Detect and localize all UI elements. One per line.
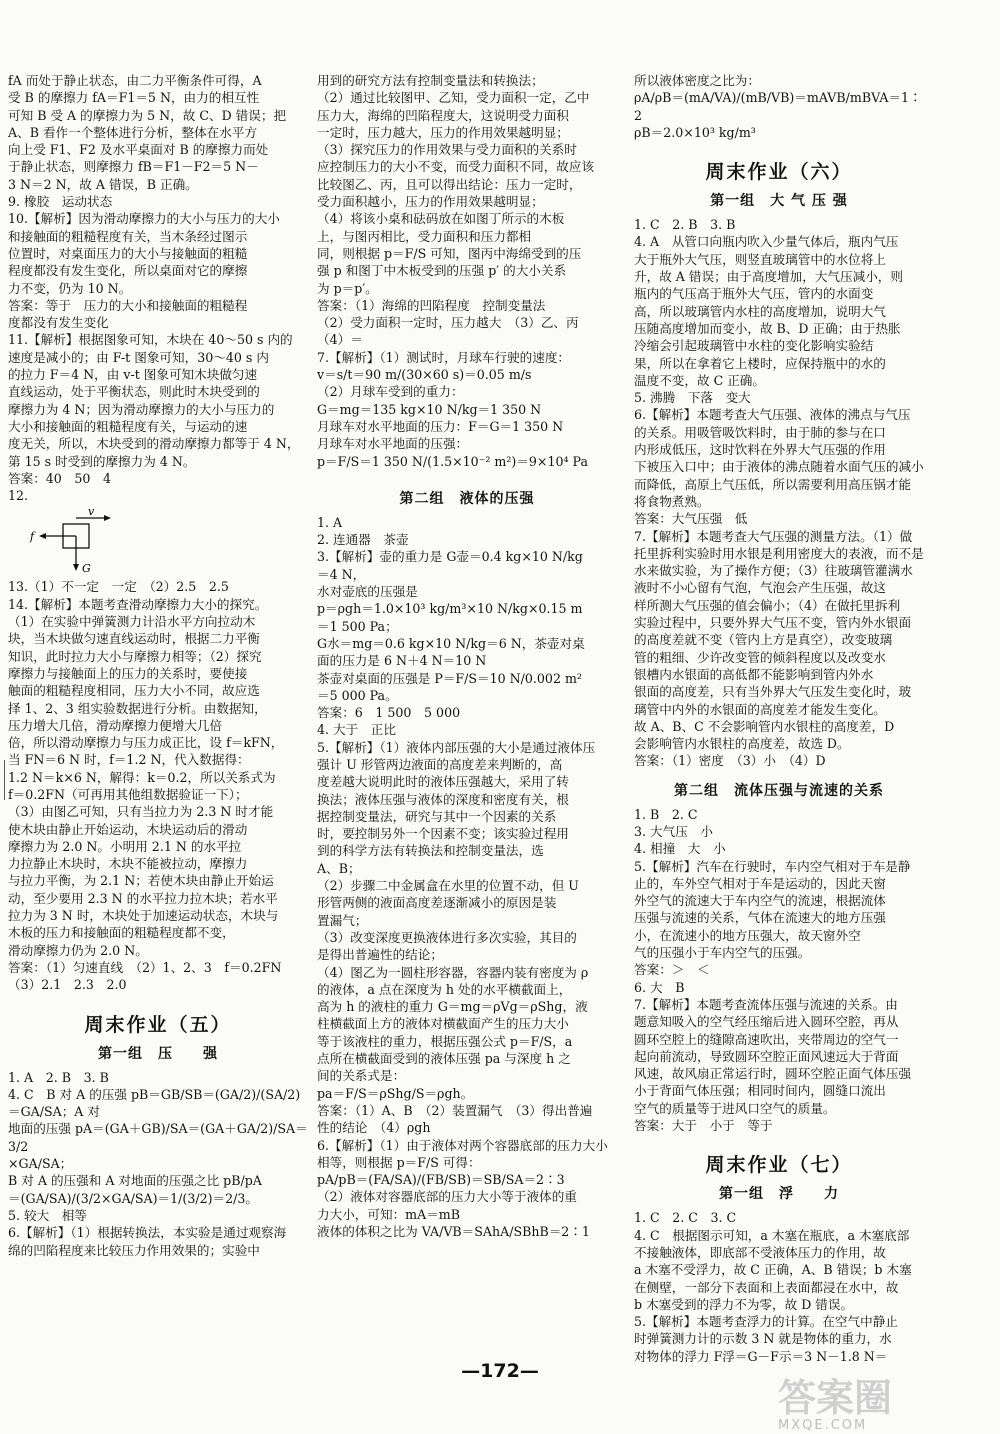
text-line: 璃管中内外的水银面的高度差才能发生变化。 <box>634 701 886 717</box>
text-line: 间的关系式是： <box>317 1068 406 1084</box>
text-line: （2）液体对容器底部的压力大小等于液体的重 <box>317 1189 577 1205</box>
label-f: f <box>30 530 35 544</box>
text-line: 3.【解析】壶的重力是 G壶＝0.4 kg×10 N/kg <box>317 549 583 565</box>
text-line: 绵的凹陷程度来比较压力作用效果的；实验中 <box>8 1242 260 1258</box>
text-line: 1. C 2. B 3. B <box>634 217 736 233</box>
text-line: 直线运动，处于平衡状态，则此时木块受到的 <box>8 384 260 400</box>
text-line: 4. 相撞 大 小 <box>634 841 726 857</box>
text-line: 7.【解析】本题考查大气压强的测量方法。（1）做 <box>634 528 913 544</box>
text-line: 将食物煮熟。 <box>634 493 710 509</box>
text-line: （4）＝ <box>317 332 363 348</box>
text-line: 形管两侧的液面高度差逐渐减小的原因是装 <box>317 895 557 911</box>
col3a-text <box>634 72 924 141</box>
col3c-text <box>634 806 924 1135</box>
text-line: 茶壶对桌面的压强是 P＝F/S＝10 N/0.002 m² <box>317 670 582 686</box>
text-line: 3. 大气压 小 <box>634 823 713 839</box>
text-line: ×GA/SA； <box>8 1156 73 1172</box>
text-line: 冷缩会引起玻璃管中水柱的变化影响实验结 <box>634 338 874 354</box>
text-line: 置漏气； <box>317 912 368 928</box>
text-line: 5.【解析】汽车在行驶时，车内空气相对于车是静 <box>634 858 911 874</box>
column-1 <box>8 72 308 1372</box>
text-line: 6.【解析】本题考查大气压强、液体的沸点与气压 <box>634 407 911 423</box>
text-line: f＝0.2FN（可再用其他组数据验证一下）； <box>8 786 248 802</box>
text-line: 木板的压力和接触面的粗糙程度都不变， <box>8 925 235 941</box>
force-diagram <box>8 506 308 576</box>
text-line: 14.【解析】本题考查滑动摩擦力大小的探究。 <box>8 596 268 612</box>
text-line: fA 而处于静止状态，由二力平衡条件可得，A <box>8 73 262 88</box>
margin-bar <box>4 760 5 800</box>
text-line: 力不变，仍为 10 N。 <box>8 280 132 296</box>
text-line: 大于瓶外大气压，则竖直玻璃管中的水位将上 <box>634 251 886 267</box>
text-line: （2）受力面积一定时，压力越大 （3）乙、丙 <box>317 315 579 331</box>
text-line: 高，所以玻璃管内水柱的高度增加，说明大气 <box>634 303 886 319</box>
text-line: 上，与图丙相比，受力面积和压力都相 <box>317 228 532 244</box>
text-line: 时弹簧测力计的示数 3 N 就是物体的重力，水 <box>634 1331 892 1347</box>
text-line: 比较图乙、丙，且可以得出结论：压力一定时， <box>317 176 582 192</box>
text-line: ＝4 N， <box>317 566 366 582</box>
text-line: 12. <box>8 488 29 504</box>
text-line: 滑动摩擦力仍为 2.0 N。 <box>8 942 148 958</box>
text-line: 用到的研究方法有控制变量法和转换法； <box>317 73 544 88</box>
text-line: 一定时，压力越大，压力的作用效果越明显； <box>317 124 569 140</box>
text-line: A、B； <box>317 860 361 876</box>
text-line: （2）通过比较图甲、乙知，受力面积一定，乙中 <box>317 90 590 106</box>
text-line: 止的，车外空气相对于车是运动的，因此天窗 <box>634 875 886 891</box>
text-line: 可知 B 受 A 的摩擦力为 5 N，故 C、D 错误；把 <box>8 107 287 123</box>
text-line: （3）由图乙可知，只有当拉力为 2.3 N 时才能 <box>8 804 274 820</box>
text-line: 小于背面气体压强；相同时间内，圆缝口流出 <box>634 1083 886 1099</box>
text-line: 水对壶底的压强是 <box>317 584 418 600</box>
text-line: ρB＝2.0×10³ kg/m³ <box>634 124 756 140</box>
text-line: 1. C 2. C 3. C <box>634 1210 737 1226</box>
text-line: 2. 连通器 茶壶 <box>317 532 409 548</box>
text-line: 摩擦力为 4 N；因为滑动摩擦力的大小与压力的 <box>8 401 275 417</box>
text-line: b 木塞受到的浮力不为零，故 D 错误。 <box>634 1296 854 1312</box>
text-line: 答案：大气压强 低 <box>634 511 748 527</box>
text-line: 摩擦力为 2.0 N。小明用 2.1 N 的水平拉 <box>8 838 242 854</box>
text-line: p＝F/S＝1 350 N/(1.5×10⁻² m²)＝9×10⁴ Pa <box>317 453 588 469</box>
text-line: 答案：大于 小于 等于 <box>634 1118 773 1134</box>
text-line: 瓶内的气压高于瓶外大气压，管内的水面变 <box>634 286 874 302</box>
text-line: 答案：＞ ＜ <box>634 962 710 978</box>
page-number: —172— <box>461 1360 539 1382</box>
text-line: 力拉静止木块时，木块不能被拉动，摩擦力 <box>8 856 248 872</box>
text-line: 为 p＝p′。 <box>317 280 378 296</box>
text-line: 内形成低压，这时饮料在外界大气压强的作用 <box>634 442 886 458</box>
text-line: 答案：（1）密度 （3）小 （4）D <box>634 753 826 769</box>
column-2 <box>317 72 617 1372</box>
text-line: 压强与流速的关系，气体在流速大的地方压强 <box>634 910 886 926</box>
text-line: 月球车对水平地面的压强： <box>317 436 469 452</box>
text-line: 倍，所以滑动摩擦力与压力成正比，设 f＝kFN， <box>8 735 284 751</box>
text-line: 答案：（1）匀速直线 （2）1、2、3 f＝0.2FN <box>8 959 282 975</box>
text-line: pA/pB＝(FA/SA)/(FB/SB)＝SB/SA＝2∶3 <box>317 1172 565 1188</box>
text-line: 性的结论 （4）ρgh <box>317 1120 431 1136</box>
text-line: 圆环空腔上的缝隙高速吹出，夹带周边的空气一 <box>634 1031 899 1047</box>
text-line: 答案：（1）A、B （2）装置漏气 （3）得出普遍 <box>317 1102 593 1118</box>
text-line: 同，则根据 p＝F/S 可知，图丙中海绵受到的压 <box>317 245 582 261</box>
text-line: 温度不变，故 C 正确。 <box>634 372 765 388</box>
text-line: ＝(GA/SA)/(3/2×GA/SA)＝1/(3/2)＝2/3。 <box>8 1190 258 1206</box>
text-line: p＝ρgh＝1.0×10³ kg/m³×10 N/kg×0.15 m <box>317 601 583 617</box>
text-line: pa＝F/S＝ρShg/S＝ρgh。 <box>317 1085 474 1101</box>
text-line: 1.2 N＝k×6 N，解得：k＝0.2，所以关系式为 <box>8 769 276 785</box>
text-line: 果，所以在拿着它上楼时，应保持瓶中的水的 <box>634 355 886 371</box>
friction-arrowhead <box>39 533 46 539</box>
text-line: G＝mg＝135 kg×10 N/kg＝1 350 N <box>317 401 542 417</box>
text-line: 地面的压强 pA＝(GA＋GB)/SA＝(GA＋GA/2)/SA＝3/2 <box>8 1121 308 1154</box>
text-line: 答案：（1）海绵的凹陷程度 控制变量法 <box>317 297 546 313</box>
heading-week6-group2: 第二组 流体压强与流速的关系 <box>674 782 884 799</box>
text-line: 月球车对水平地面的压力：F＝G＝1 350 N <box>317 418 564 434</box>
text-line: 触面的粗糙程度相同，压力大小不同，故应选 <box>8 683 260 699</box>
text-line: 使木块由静止开始运动，木块运动后的滑动 <box>8 821 248 837</box>
text-line: ＝1 500 Pa； <box>317 618 398 634</box>
text-line: 题意知吸入的空气经压缩后进入圆环空腔，再从 <box>634 1014 899 1030</box>
heading-week7: 周末作业（七） <box>705 1154 853 1177</box>
text-line: 银槽内水银面的高低都不能影响到管内外水 <box>634 666 874 682</box>
text-line: 4. C B 对 A 的压强 pB＝GB/SB＝(GA/2)/(SA/2)＝GA/SA；A 对 <box>8 1086 301 1120</box>
watermark-url: MXQE.COM <box>778 1418 868 1433</box>
text-line: 水来做实验，为了操作方便；（3）往玻璃管灌满水 <box>634 563 913 579</box>
label-v: v <box>88 506 95 519</box>
text-line: 的高度差就不变（管内上方是真空），改变玻璃 <box>634 632 893 648</box>
text-line: 与拉力平衡，为 2.1 N；若使木块由静止开始运 <box>8 873 274 889</box>
text-line: 的关系。用吸管吸饮料时，由于肺的参与在口 <box>634 424 886 440</box>
text-line: 速度是减小的；由 F-t 图象可知，30～40 s 内 <box>8 349 269 365</box>
text-line: （4）图乙为一圆柱形容器，容器内装有密度为 ρ <box>317 964 589 980</box>
text-line: 等于该液柱的重力，根据压强公式 p＝F/S，a <box>317 1033 573 1049</box>
column-3 <box>634 72 924 1372</box>
text-line: 面的压力是 6 N＋4 N＝10 N <box>317 653 487 669</box>
col1-text-cont <box>8 578 308 993</box>
heading-week5-group2: 第二组 液体的压强 <box>399 490 535 507</box>
text-line: 相等，则根据 p＝F/S 可得： <box>317 1154 481 1170</box>
text-line: 知识，此时拉力大小与摩擦力相等；（2）探究 <box>8 648 262 664</box>
text-line: A、B 看作一个整体进行分析，整体在水平方 <box>8 124 258 140</box>
text-line: （2）步骤二中金属盒在水里的位置不动，但 U <box>317 878 579 894</box>
text-line: 1. B 2. C <box>634 806 698 822</box>
text-line: 摩擦力与接触面上的压力的关系时，要使接 <box>8 665 248 681</box>
text-line: 银面的高度差，只有当外界大气压发生变化时，玻 <box>634 684 912 700</box>
text-line: 不接触液体，即底部不受液体压力的作用，故 <box>634 1244 886 1260</box>
text-line: 向上受 F1、F2 及水平桌面对 B 的摩擦力而处 <box>8 142 269 158</box>
text-line: 对物体的浮力 F浮＝G－F示＝3 N－1.8 N＝ <box>634 1348 888 1364</box>
col3d-text <box>634 1209 924 1365</box>
text-line: 当 FN＝6 N 时，f＝1.2 N，代入数据得： <box>8 752 250 768</box>
text-line: 拉力为 3 N 时，木块处于加速运动状态，木块与 <box>8 908 279 924</box>
text-line: 程度都没有发生变化，所以桌面对它的摩擦 <box>8 263 248 279</box>
text-line: 在侧壁，一部分下表面和上表面都浸在水中，故 <box>634 1279 899 1295</box>
text-line: 所以液体密度之比为： <box>634 73 760 88</box>
text-line: （2）月球车受到的重力： <box>317 384 464 400</box>
label-G: G <box>82 562 91 576</box>
text-line: 块，当木块做匀速直线运动时，根据二力平衡 <box>8 631 260 647</box>
text-line: 度都没有发生变化 <box>8 315 109 331</box>
text-line: 择 1、2、3 组实验数据进行分析。由数据知， <box>8 700 267 716</box>
text-line: 柱横截面上方的液体对横截面产生的压力大小 <box>317 1016 569 1032</box>
col1b-text <box>8 1069 308 1259</box>
text-line: 6.【解析】（1）根据转换法，本实验是通过观察海 <box>8 1225 287 1241</box>
text-line: （1）在实验中弹簧测力计沿水平方向拉动木 <box>8 614 256 630</box>
text-line: 升，故 A 错误；由于高度增加，大气压减小，则 <box>634 269 903 285</box>
text-line: 度无关，所以，木块受到的滑动摩擦力都等于 4 N， <box>8 436 300 452</box>
text-line: 和接触面的粗糙程度有关，当木条经过图示 <box>8 228 248 244</box>
text-line: 起向前流动，导致圆环空腔正面风速远大于背面 <box>634 1048 899 1064</box>
text-line: 4. 大于 正比 <box>317 722 396 738</box>
col1-text <box>8 72 308 504</box>
text-line: 强 p 和图丁中木板受到的压强 p′ 的大小关系 <box>317 263 567 279</box>
heading-week6: 周末作业（六） <box>705 161 853 184</box>
text-line: 5. 较大 相等 <box>8 1207 87 1223</box>
text-line: 时，要控制另外一个因素不变；该实验过程用 <box>317 826 569 842</box>
text-line: 5.【解析】本题考查浮力的计算。在空气中静止 <box>634 1314 898 1330</box>
text-line: v＝s/t＝90 m/(30×60 s)＝0.05 m/s <box>317 367 532 383</box>
text-line: 11.【解析】根据图象可知，木块在 40～50 s 内的 <box>8 332 293 348</box>
text-line: 大小和接触面的粗糙程度有关，与运动的速 <box>8 418 248 434</box>
text-line: 会影响管内水银柱的高度差，故选 D。 <box>634 736 850 752</box>
col2b-text <box>317 514 617 1240</box>
text-line: ρA/ρB＝(mA/VA)/(mB/VB)＝mAVB/mBVA＝1∶2 <box>634 90 922 123</box>
col2-text <box>317 72 617 470</box>
text-line: G水＝mg＝0.6 kg×10 N/kg＝6 N，茶壶对桌 <box>317 635 585 651</box>
text-line: 空气的质量等于进风口空气的质量。 <box>634 1100 836 1116</box>
heading-week7-group1: 第一组 浮 力 <box>719 1186 839 1203</box>
text-line: 小，在流速小的地方压强大，故天窗外空 <box>634 927 861 943</box>
text-line: 1. A 2. B 3. B <box>8 1069 109 1085</box>
text-line: B 对 A 的压强和 A 对地面的压强之比 pB/pA <box>8 1173 262 1189</box>
text-line: 5. 沸腾 下落 变大 <box>634 390 751 406</box>
heading-week6-group1: 第一组 大 气 压 强 <box>710 193 848 210</box>
text-line: 6.【解析】（1）由于液体对两个容器底部的压力大小 <box>317 1137 608 1153</box>
text-line: 压力增大几倍，滑动摩擦力便增大几倍 <box>8 717 223 733</box>
text-line: 受力面积越小，压力的作用效果越明显； <box>317 194 544 210</box>
text-line: 4. C 根据图示可知，a 木塞在瓶底，a 木塞底部 <box>634 1227 910 1243</box>
text-line: 于静止状态，则摩擦力 fB＝F1－F2＝5 N－ <box>8 159 259 175</box>
text-line: 托里拆利实验时用水银是利用密度大的表液，而不是 <box>634 545 924 561</box>
force-diagram-svg <box>8 506 148 576</box>
text-line: 答案：40 50 4 <box>8 470 112 486</box>
text-line: 液体的体积之比为 VA/VB＝SAhA/SBhB＝2∶1 <box>317 1224 590 1239</box>
text-line: 压随高度增加而变小，故 B、D 正确；由于热胀 <box>634 320 901 336</box>
text-line: 位置时，对桌面压力的大小与接触面的粗糙 <box>8 245 248 261</box>
text-line: 4. A 从管口向瓶内吹入少量气体后，瓶内气压 <box>634 234 899 250</box>
text-line: 受 B 的摩擦力 fA＝F1＝5 N，由力的相互性 <box>8 90 260 106</box>
text-line: 下被压入口中；由于液体的沸点随着水面气压的减小 <box>634 459 924 475</box>
text-line: 5.【解析】（1）液体内部压强的大小是通过液体压 <box>317 739 596 755</box>
heading-week5: 周末作业（五） <box>84 1013 232 1036</box>
text-line: 答案：6 1 500 5 000 <box>317 705 461 721</box>
text-line: a 木塞不受浮力，故 C 正确，A、B 错误；b 木塞 <box>634 1262 912 1278</box>
text-line: 换法；液体压强与液体的深度和密度有关，根 <box>317 791 569 807</box>
text-line: 3 N＝2 N，故 A 错误，B 正确。 <box>8 176 198 192</box>
text-line: （3）探究压力的作用效果与受力面积的关系时 <box>317 142 577 158</box>
text-line: （3）改变深度更换液体进行多次实验，其目的 <box>317 929 577 945</box>
text-line: 答案：等于 压力的大小和接触面的粗糙程 <box>8 297 248 313</box>
text-line: 6. 大 B <box>634 979 685 995</box>
velocity-arrowhead <box>104 515 111 521</box>
text-line: 度差越大说明此时的液体压强越大，采用了转 <box>317 774 569 790</box>
text-line: 的拉力 F＝4 N，由 v-t 图象可知木块做匀速 <box>8 367 258 383</box>
text-line: 风速，故风扇正常运行时，圆环空腔正面气体压强 <box>634 1066 912 1082</box>
text-line: 外空气的流速大于车内空气的流速，根据流体 <box>634 893 886 909</box>
text-line: 7.【解析】（1）测试时，月球车行驶的速度： <box>317 349 571 365</box>
text-line: 7.【解析】本题考查流体压强与流速的关系。由 <box>634 996 898 1012</box>
text-line: 1. A <box>317 514 343 530</box>
text-line: 样所测大气压强的值会偏小；（4）在做托里拆利 <box>634 597 901 613</box>
text-line: （3）2.1 2.3 2.0 <box>8 977 127 993</box>
col3b-text <box>634 216 924 770</box>
text-line: 第 15 s 时受到的摩擦力为 4 N。 <box>8 453 196 469</box>
text-line: 是得出普遍性的结论； <box>317 947 443 963</box>
text-line: 力大小，可知：mA＝mB <box>317 1206 460 1222</box>
text-line: 点所在横截面受到的液体压强 pa 与深度 h 之 <box>317 1051 571 1067</box>
text-line: 实验过程中，只要外界大气压不变，管内外水银面 <box>634 615 912 631</box>
text-line: 到的科学方法有转换法和控制变量法，选 <box>317 843 544 859</box>
gravity-arrowhead <box>73 564 79 571</box>
text-line: 应控制压力的大小不变，而受力面积不同，故应该 <box>317 159 595 175</box>
text-line: 压力大，海绵的凹陷程度大，这说明受力面积 <box>317 107 569 123</box>
text-line: 据控制变量法，研究与其中一个因素的关系 <box>317 808 557 824</box>
heading-week5-group1: 第一组 压 强 <box>98 1045 218 1062</box>
text-line: 而降低，高原上气压低，所以需要利用高压锅才能 <box>634 476 912 492</box>
watermark-logo-text: 答案圈 <box>778 1376 893 1420</box>
text-line: 液时不小心留有气泡，气泡会产生压强，故这 <box>634 580 886 596</box>
text-line: 的液体，a 点在深度为 h 处的水平横截面上， <box>317 981 572 997</box>
text-line: ＝5 000 Pa。 <box>317 687 398 703</box>
text-line: 9. 橡胶 运动状态 <box>8 194 113 210</box>
text-line: 10.【解析】因为滑动摩擦力的大小与压力的大小 <box>8 211 280 227</box>
text-line: 13.（1）不一定 一定 （2）2.5 2.5 <box>8 579 229 595</box>
text-line: （4）将该小桌和砝码放在如图丁所示的木板 <box>317 211 565 227</box>
text-line: 高为 h 的液柱的重力 G＝mg＝ρVg＝ρShg，液 <box>317 999 588 1015</box>
text-line: 强计 U 形管两边液面的高度差来判断的，高 <box>317 756 563 772</box>
text-line: 故 A、B、C 不会影响管内水银柱的高度差，D <box>634 718 895 734</box>
text-line: 气的压强小于车内空气的压强。 <box>634 945 811 961</box>
watermark <box>778 1376 978 1433</box>
text-line: 动，至少要用 2.3 N 的水平拉力拉木块；若水平 <box>8 890 278 906</box>
text-line: 管的粗细、少许改变管的倾斜程度以及改变水 <box>634 649 886 665</box>
